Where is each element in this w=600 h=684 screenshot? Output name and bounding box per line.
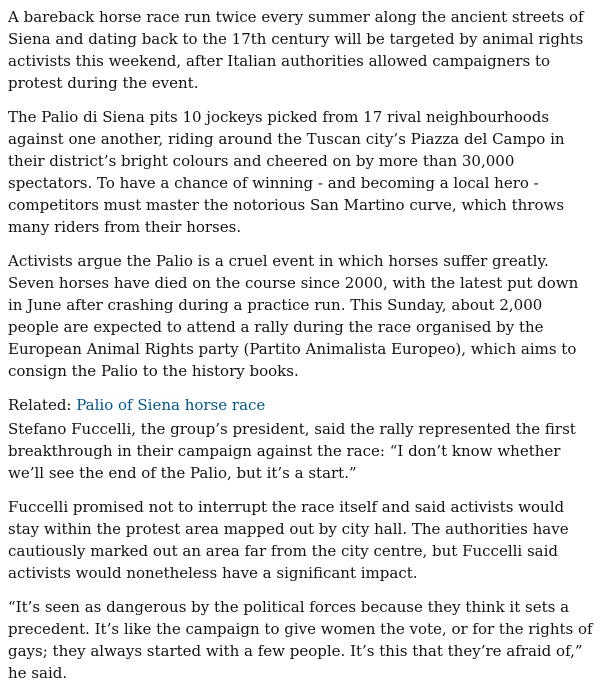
related-link-row xyxy=(8,394,594,416)
article-paragraph-activists: Activists argue the Palio is a cruel event in which horses suffer greatly. Seven horses have died on the course since 2000, with the latest put down in June after crashing during a practice run. This Sunday, about 2,000 people are expected to attend a rally during the race organised by the European Animal Rights party (Partito Animalista Europeo), which aims to consign the Palio to the history books. xyxy=(8,252,579,380)
related-article-link[interactable]: Palio of Siena horse race xyxy=(76,396,266,414)
article-paragraph-intro: A bareback horse race run twice every summer along the ancient streets of Siena and dating back to the 17th century will be targeted by animal rights activists this weekend, after Italian authorities allowed campaigners to protest during the event. xyxy=(8,8,584,92)
article-paragraph-protest-area: Fuccelli promised not to interrupt the race itself and said activists would stay within the protest area mapped out by city hall. The authorities have cautiously marked out an area far from the city centre, but Fuccelli said activists would nonetheless have a significant impact. xyxy=(8,498,569,582)
article-paragraph-palio-description: The Palio di Siena pits 10 jockeys picked from 17 rival neighbourhoods against one another, riding around the Tuscan city’s Piazza del Campo in their district’s bright colours and cheered on by more than 30,000 spectators. To have a chance of winning - and becoming a local hero - competitors must master the notorious San Martino curve, which throws many riders from their horses. xyxy=(8,108,565,236)
article-paragraph-closing-quote: “It’s seen as dangerous by the political forces because they think it sets a precedent. It’s like the campaign to give women the vote, or for the rights of gays; they always started with a few people. It’s this that they’re afraid of,” he said. xyxy=(8,598,593,682)
article-paragraph-fuccelli-quote: Stefano Fuccelli, the group’s president, said the rally represented the first breakthrough in their campaign against the race: “I don’t know whether we’ll see the end of the Palio, but it’s a start.” xyxy=(8,420,576,482)
related-prefix: Related: xyxy=(8,396,72,414)
